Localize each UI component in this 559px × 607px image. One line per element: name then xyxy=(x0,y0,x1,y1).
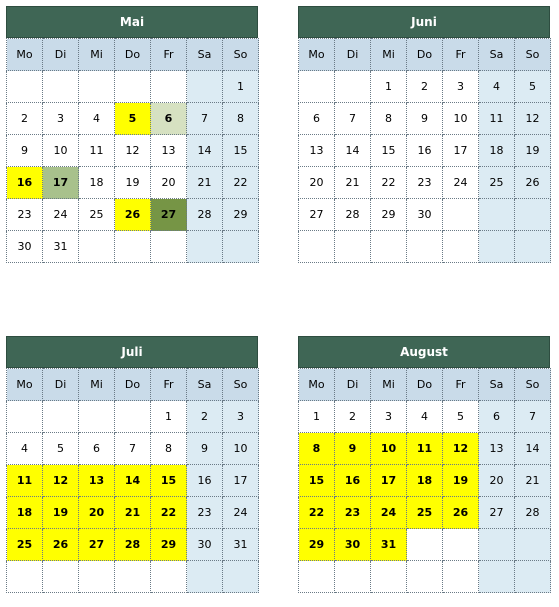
weekday-label: Mi xyxy=(79,39,115,71)
day-cell: 31 xyxy=(371,529,407,561)
week-row xyxy=(7,71,259,103)
week-row xyxy=(299,401,551,433)
weekday-label: Do xyxy=(407,39,443,71)
day-cell xyxy=(515,231,551,263)
day-cell: 30 xyxy=(335,529,371,561)
day-cell xyxy=(187,71,223,103)
day-cell xyxy=(443,231,479,263)
weekday-label: Fr xyxy=(443,39,479,71)
day-cell: 18 xyxy=(479,135,515,167)
day-cell xyxy=(7,561,43,593)
day-cell xyxy=(7,71,43,103)
weekday-label: Mo xyxy=(7,369,43,401)
day-cell: 29 xyxy=(371,199,407,231)
month-grid xyxy=(298,368,551,593)
day-cell: 2 xyxy=(335,401,371,433)
day-cell xyxy=(371,231,407,263)
day-cell xyxy=(299,561,335,593)
day-cell: 21 xyxy=(115,497,151,529)
day-cell: 8 xyxy=(223,103,259,135)
day-cell: 22 xyxy=(371,167,407,199)
day-cell: 14 xyxy=(335,135,371,167)
day-cell xyxy=(151,561,187,593)
day-cell: 25 xyxy=(7,529,43,561)
day-cell: 13 xyxy=(79,465,115,497)
weekday-label: Di xyxy=(335,369,371,401)
day-cell xyxy=(299,231,335,263)
day-cell xyxy=(79,71,115,103)
day-cell xyxy=(335,71,371,103)
day-cell: 14 xyxy=(515,433,551,465)
weekday-label: Sa xyxy=(479,39,515,71)
month-grid xyxy=(6,368,259,593)
day-cell: 21 xyxy=(335,167,371,199)
month-title: Mai xyxy=(6,6,258,38)
week-row xyxy=(299,465,551,497)
day-cell: 14 xyxy=(115,465,151,497)
day-cell xyxy=(407,561,443,593)
day-cell: 18 xyxy=(79,167,115,199)
day-cell: 18 xyxy=(407,465,443,497)
day-cell: 26 xyxy=(43,529,79,561)
weekday-label: So xyxy=(223,369,259,401)
weekday-label: So xyxy=(223,39,259,71)
day-cell: 2 xyxy=(407,71,443,103)
weekday-header-row xyxy=(7,39,259,71)
weekday-label: Fr xyxy=(443,369,479,401)
day-cell: 23 xyxy=(335,497,371,529)
month-grid xyxy=(298,38,551,263)
day-cell: 26 xyxy=(115,199,151,231)
weekday-label: Do xyxy=(115,39,151,71)
week-row xyxy=(299,71,551,103)
day-cell xyxy=(479,529,515,561)
day-cell: 26 xyxy=(443,497,479,529)
weekday-label: Sa xyxy=(187,369,223,401)
day-cell: 25 xyxy=(479,167,515,199)
week-row xyxy=(7,529,259,561)
week-row xyxy=(299,231,551,263)
week-row xyxy=(299,497,551,529)
day-cell xyxy=(335,231,371,263)
day-cell: 19 xyxy=(115,167,151,199)
day-cell: 9 xyxy=(407,103,443,135)
day-cell xyxy=(115,561,151,593)
day-cell: 1 xyxy=(299,401,335,433)
day-cell xyxy=(443,561,479,593)
day-cell xyxy=(187,561,223,593)
day-cell: 17 xyxy=(43,167,79,199)
day-cell: 4 xyxy=(407,401,443,433)
day-cell: 12 xyxy=(515,103,551,135)
day-cell xyxy=(479,199,515,231)
weekday-label: Di xyxy=(335,39,371,71)
day-cell: 27 xyxy=(151,199,187,231)
day-cell: 12 xyxy=(43,465,79,497)
day-cell: 15 xyxy=(223,135,259,167)
day-cell: 9 xyxy=(7,135,43,167)
month-title: August xyxy=(298,336,550,368)
day-cell xyxy=(151,71,187,103)
day-cell: 6 xyxy=(479,401,515,433)
day-cell: 27 xyxy=(479,497,515,529)
weekday-label: Di xyxy=(43,369,79,401)
week-row xyxy=(299,103,551,135)
day-cell xyxy=(115,401,151,433)
day-cell: 28 xyxy=(515,497,551,529)
day-cell: 7 xyxy=(115,433,151,465)
week-row xyxy=(7,231,259,263)
day-cell xyxy=(223,561,259,593)
day-cell xyxy=(515,199,551,231)
day-cell: 1 xyxy=(371,71,407,103)
day-cell: 28 xyxy=(335,199,371,231)
weekday-label: Mi xyxy=(79,369,115,401)
day-cell: 15 xyxy=(151,465,187,497)
day-cell: 16 xyxy=(187,465,223,497)
day-cell xyxy=(443,529,479,561)
weekday-label: So xyxy=(515,369,551,401)
day-cell: 22 xyxy=(223,167,259,199)
day-cell: 29 xyxy=(299,529,335,561)
day-cell: 30 xyxy=(407,199,443,231)
day-cell: 24 xyxy=(371,497,407,529)
week-row xyxy=(7,199,259,231)
week-row xyxy=(299,561,551,593)
weekday-label: Sa xyxy=(479,369,515,401)
day-cell: 19 xyxy=(515,135,551,167)
day-cell: 20 xyxy=(479,465,515,497)
day-cell: 5 xyxy=(443,401,479,433)
day-cell: 5 xyxy=(43,433,79,465)
day-cell: 10 xyxy=(443,103,479,135)
day-cell: 10 xyxy=(43,135,79,167)
day-cell xyxy=(407,231,443,263)
week-row xyxy=(7,561,259,593)
day-cell: 11 xyxy=(79,135,115,167)
weekday-label: So xyxy=(515,39,551,71)
day-cell: 24 xyxy=(443,167,479,199)
day-cell: 10 xyxy=(223,433,259,465)
day-cell: 23 xyxy=(407,167,443,199)
day-cell: 8 xyxy=(151,433,187,465)
day-cell xyxy=(187,231,223,263)
day-cell: 31 xyxy=(223,529,259,561)
day-cell xyxy=(299,71,335,103)
day-cell: 6 xyxy=(79,433,115,465)
day-cell xyxy=(479,561,515,593)
day-cell: 5 xyxy=(115,103,151,135)
day-cell: 3 xyxy=(223,401,259,433)
day-cell: 17 xyxy=(371,465,407,497)
day-cell: 10 xyxy=(371,433,407,465)
day-cell: 23 xyxy=(7,199,43,231)
day-cell xyxy=(515,529,551,561)
day-cell xyxy=(7,401,43,433)
day-cell: 27 xyxy=(79,529,115,561)
week-row xyxy=(7,401,259,433)
day-cell: 22 xyxy=(151,497,187,529)
weekday-label: Do xyxy=(407,369,443,401)
day-cell: 18 xyxy=(7,497,43,529)
day-cell: 5 xyxy=(515,71,551,103)
day-cell: 3 xyxy=(443,71,479,103)
week-row xyxy=(299,135,551,167)
day-cell: 30 xyxy=(187,529,223,561)
day-cell: 11 xyxy=(479,103,515,135)
day-cell: 19 xyxy=(43,497,79,529)
week-row xyxy=(299,199,551,231)
day-cell: 3 xyxy=(371,401,407,433)
day-cell: 11 xyxy=(7,465,43,497)
day-cell: 9 xyxy=(187,433,223,465)
weekday-label: Mo xyxy=(299,39,335,71)
day-cell: 7 xyxy=(335,103,371,135)
weekday-label: Mi xyxy=(371,39,407,71)
day-cell: 3 xyxy=(43,103,79,135)
day-cell: 20 xyxy=(299,167,335,199)
day-cell xyxy=(115,231,151,263)
day-cell: 31 xyxy=(43,231,79,263)
day-cell: 7 xyxy=(187,103,223,135)
month-title: Juli xyxy=(6,336,258,368)
weekday-label: Mi xyxy=(371,369,407,401)
day-cell: 24 xyxy=(43,199,79,231)
day-cell xyxy=(43,401,79,433)
day-cell: 13 xyxy=(151,135,187,167)
weekday-label: Do xyxy=(115,369,151,401)
day-cell xyxy=(43,71,79,103)
week-row xyxy=(7,433,259,465)
day-cell xyxy=(371,561,407,593)
week-row xyxy=(7,167,259,199)
day-cell: 1 xyxy=(223,71,259,103)
day-cell xyxy=(151,231,187,263)
day-cell xyxy=(79,561,115,593)
day-cell: 1 xyxy=(151,401,187,433)
day-cell: 13 xyxy=(479,433,515,465)
day-cell: 8 xyxy=(371,103,407,135)
day-cell: 26 xyxy=(515,167,551,199)
weekday-header-row xyxy=(299,39,551,71)
day-cell: 9 xyxy=(335,433,371,465)
day-cell: 7 xyxy=(515,401,551,433)
day-cell: 20 xyxy=(79,497,115,529)
week-row xyxy=(7,465,259,497)
day-cell xyxy=(79,401,115,433)
day-cell: 25 xyxy=(79,199,115,231)
day-cell: 28 xyxy=(115,529,151,561)
day-cell: 16 xyxy=(407,135,443,167)
weekday-header-row xyxy=(299,369,551,401)
day-cell: 8 xyxy=(299,433,335,465)
day-cell: 27 xyxy=(299,199,335,231)
day-cell: 6 xyxy=(151,103,187,135)
day-cell: 17 xyxy=(443,135,479,167)
day-cell: 12 xyxy=(115,135,151,167)
day-cell: 17 xyxy=(223,465,259,497)
day-cell: 4 xyxy=(7,433,43,465)
week-row xyxy=(299,433,551,465)
weekday-label: Fr xyxy=(151,39,187,71)
day-cell: 16 xyxy=(335,465,371,497)
day-cell xyxy=(443,199,479,231)
calendar-august xyxy=(298,336,550,593)
weekday-label: Fr xyxy=(151,369,187,401)
calendar-mai xyxy=(6,6,258,263)
day-cell: 4 xyxy=(479,71,515,103)
day-cell: 2 xyxy=(7,103,43,135)
day-cell: 16 xyxy=(7,167,43,199)
day-cell: 4 xyxy=(79,103,115,135)
day-cell xyxy=(79,231,115,263)
day-cell xyxy=(407,529,443,561)
month-grid xyxy=(6,38,259,263)
day-cell: 28 xyxy=(187,199,223,231)
day-cell xyxy=(115,71,151,103)
day-cell xyxy=(335,561,371,593)
week-row xyxy=(7,103,259,135)
weekday-label: Di xyxy=(43,39,79,71)
day-cell xyxy=(43,561,79,593)
day-cell: 20 xyxy=(151,167,187,199)
day-cell: 19 xyxy=(443,465,479,497)
day-cell: 13 xyxy=(299,135,335,167)
day-cell: 2 xyxy=(187,401,223,433)
calendar-juni xyxy=(298,6,550,263)
day-cell: 24 xyxy=(223,497,259,529)
week-row xyxy=(299,167,551,199)
weekday-label: Sa xyxy=(187,39,223,71)
month-title: Juni xyxy=(298,6,550,38)
day-cell: 14 xyxy=(187,135,223,167)
weekday-header-row xyxy=(7,369,259,401)
day-cell: 23 xyxy=(187,497,223,529)
day-cell: 21 xyxy=(515,465,551,497)
day-cell xyxy=(515,561,551,593)
week-row xyxy=(299,529,551,561)
calendar-juli xyxy=(6,336,258,593)
day-cell: 12 xyxy=(443,433,479,465)
weekday-label: Mo xyxy=(7,39,43,71)
day-cell: 30 xyxy=(7,231,43,263)
day-cell: 15 xyxy=(371,135,407,167)
day-cell: 22 xyxy=(299,497,335,529)
day-cell: 11 xyxy=(407,433,443,465)
day-cell: 15 xyxy=(299,465,335,497)
day-cell: 29 xyxy=(223,199,259,231)
day-cell: 25 xyxy=(407,497,443,529)
week-row xyxy=(7,497,259,529)
week-row xyxy=(7,135,259,167)
day-cell: 29 xyxy=(151,529,187,561)
day-cell: 21 xyxy=(187,167,223,199)
weekday-label: Mo xyxy=(299,369,335,401)
day-cell: 6 xyxy=(299,103,335,135)
day-cell xyxy=(223,231,259,263)
day-cell xyxy=(479,231,515,263)
